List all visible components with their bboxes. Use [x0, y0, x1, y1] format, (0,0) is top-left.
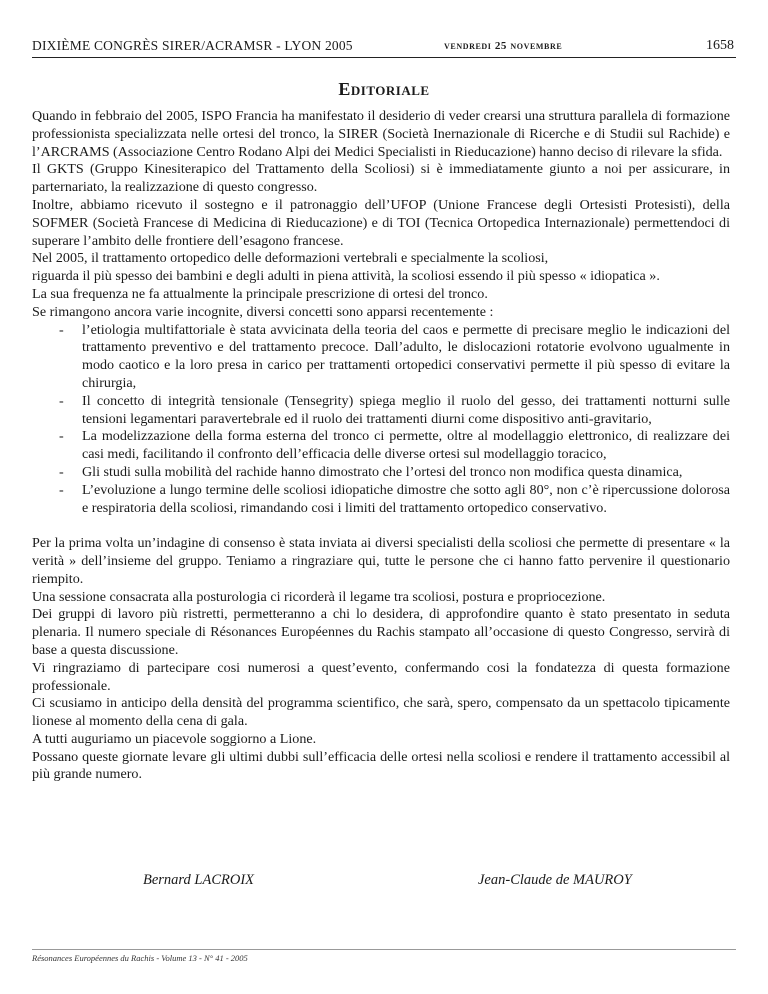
- bullet-dash: -: [59, 481, 64, 498]
- conference-title: DIXIÈME CONGRÈS SIRER/ACRAMSR - LYON 2005: [32, 38, 353, 53]
- list-item: [32, 393, 730, 429]
- page-number: 1658: [706, 38, 734, 53]
- paragraph: Inoltre, abbiamo ricevuto il sostegno e il patronaggio dell’UFOP (Unione Francese degli Ortesisti Protesisti), della SOFMER (Società Francese di Medicina di Rieducazione) e di TOI (Tecnica Ortopedica Internazionale) permettendoci di superare l’ambito delle frontiere dell’esagono francese.: [32, 196, 730, 249]
- paragraph: Se rimangono ancora varie incognite, diversi concetti sono apparsi recentemente :: [32, 303, 494, 320]
- paragraph: Quando in febbraio del 2005, ISPO Francia ha manifestato il desiderio di veder crearsi una struttura parallela di formazione professionista specializzata nelle ortesi del tronco, la SIRER (Società Inernazionale di Ricerche e di Studii sul Rachide) e l’ARCRAMS (Associazione Centro Rodano Alpi dei Medici Specialisti in Rieducazione) hanno deciso di rilevare la sfida.: [32, 108, 730, 160]
- running-header: [32, 38, 736, 58]
- journal-footer: Résonances Européennes du Rachis - Volume 13 - N° 41 - 2005: [32, 953, 248, 963]
- signature-right: Jean-Claude de MAUROY: [478, 872, 632, 888]
- paragraph: riguarda il più spesso dei bambini e degli adulti in piena attività, la scoliosi essendo il più spesso « idiopatica ».: [32, 268, 660, 285]
- paragraph: Ci scusiamo in anticipo della densità del programma scientifico, che sarà, spero, compensato da un spettacolo tipicamente lionese al momento della cena di gala.: [32, 695, 730, 730]
- list-item-text: L’evoluzione a lungo termine delle scoliosi idiopatiche dimostre che sotto agli 80°, non c’è ripercussione dolorosa e respiratoria della scoliosi, rimandando cosi i limiti del trattamento ortopedico conservativo.: [82, 481, 730, 516]
- list-item: [32, 482, 730, 518]
- list-item: [32, 322, 730, 393]
- paragraph: La sua frequenza ne fa attualmente la principale prescrizione di ortesi del tronco.: [32, 285, 488, 302]
- list-item: [32, 464, 730, 482]
- header-rule: [32, 57, 736, 58]
- article-body: [32, 108, 730, 784]
- concept-list: [32, 322, 730, 518]
- paragraph: Per la prima volta un’indagine di consenso è stata inviata ai diversi specialisti della scoliosi che permette di presentare « la verità » dell’insieme del gruppo. Teniamo a ringraziare qui, tutte le persone che ci hanno fatto pervenire il questionario riempito.: [32, 535, 730, 587]
- list-item: [32, 428, 730, 464]
- signature-left: Bernard LACROIX: [143, 872, 255, 888]
- bullet-dash: -: [59, 392, 64, 409]
- list-item-text: Gli studi sulla mobilità del rachide hanno dimostrato che l’ortesi del tronco non modifica questa dinamica,: [82, 463, 683, 480]
- paragraph: Il GKTS (Gruppo Kinesiterapico del Trattamento della Scoliosi) si è immediatamente giunto a noi per assicurare, in parternariato, la realizzazione di questo congresso.: [32, 161, 730, 196]
- paragraph: Una sessione consacrata alla posturologia ci ricorderà il legame tra scoliosi, postura e propriocezione.: [32, 588, 606, 605]
- paragraph: Vi ringraziamo di partecipare cosi numerosi a quest’evento, confermando cosi la fondatezza di questa formazione professionale.: [32, 659, 730, 694]
- list-item-text: La modelizzazione della forma esterna del tronco ci permette, oltre al modellaggio elettronico, di realizzare dei casi medi, facilitando il confronto dell’efficacia delle diverse ortesi sul modellaggio toracico,: [82, 428, 730, 463]
- list-item-text: l’etiologia multifattoriale è stata avvicinata della teoria del caos e permette di precisare meglio le indicazioni del trattamento preventivo e del trattamento precoce. Dall’adulto, le dislocazioni rotatorie evolvono ugualmente in modo caotico e la loro presa in carico per trattamenti ortopedici conservativi permette il più spesso di evitare la chirurgia,: [82, 321, 730, 391]
- bullet-dash: -: [59, 428, 64, 445]
- bullet-dash: -: [59, 463, 64, 480]
- page-title: Editoriale: [338, 79, 430, 99]
- paragraph: Possano queste giornate levare gli ultimi dubbi sull’efficacia delle ortesi nella scoliosi e rendere il trattamento accessibil al più grande numero.: [32, 748, 730, 783]
- list-item-text: Il concetto di integrità tensionale (Tensegrity) spiega meglio il ruolo del gesso, dei trattamenti notturni sulle tensioni legamentari paravertebrale ed il ruolo dei trattamenti diurni come dispositivo anti-gravitario,: [82, 392, 730, 427]
- footer-rule: [32, 949, 736, 950]
- paragraph: Nel 2005, il trattamento ortopedico delle deformazioni vertebrali e specialmente la scoliosi,: [32, 250, 549, 267]
- paragraph: A tutti auguriamo un piacevole soggiorno a Lione.: [32, 730, 317, 747]
- header-date: vendredi 25 novembre: [444, 40, 563, 52]
- bullet-dash: -: [59, 321, 64, 338]
- paragraph: Dei gruppi di lavoro più ristretti, permetteranno a chi lo desidera, di approfondire quanto è stato presentato in seduta plenaria. Il numero speciale di Résonances Européennes du Rachis stampato all’occasione di questo Congresso, servirà di base a questa discussione.: [32, 606, 730, 658]
